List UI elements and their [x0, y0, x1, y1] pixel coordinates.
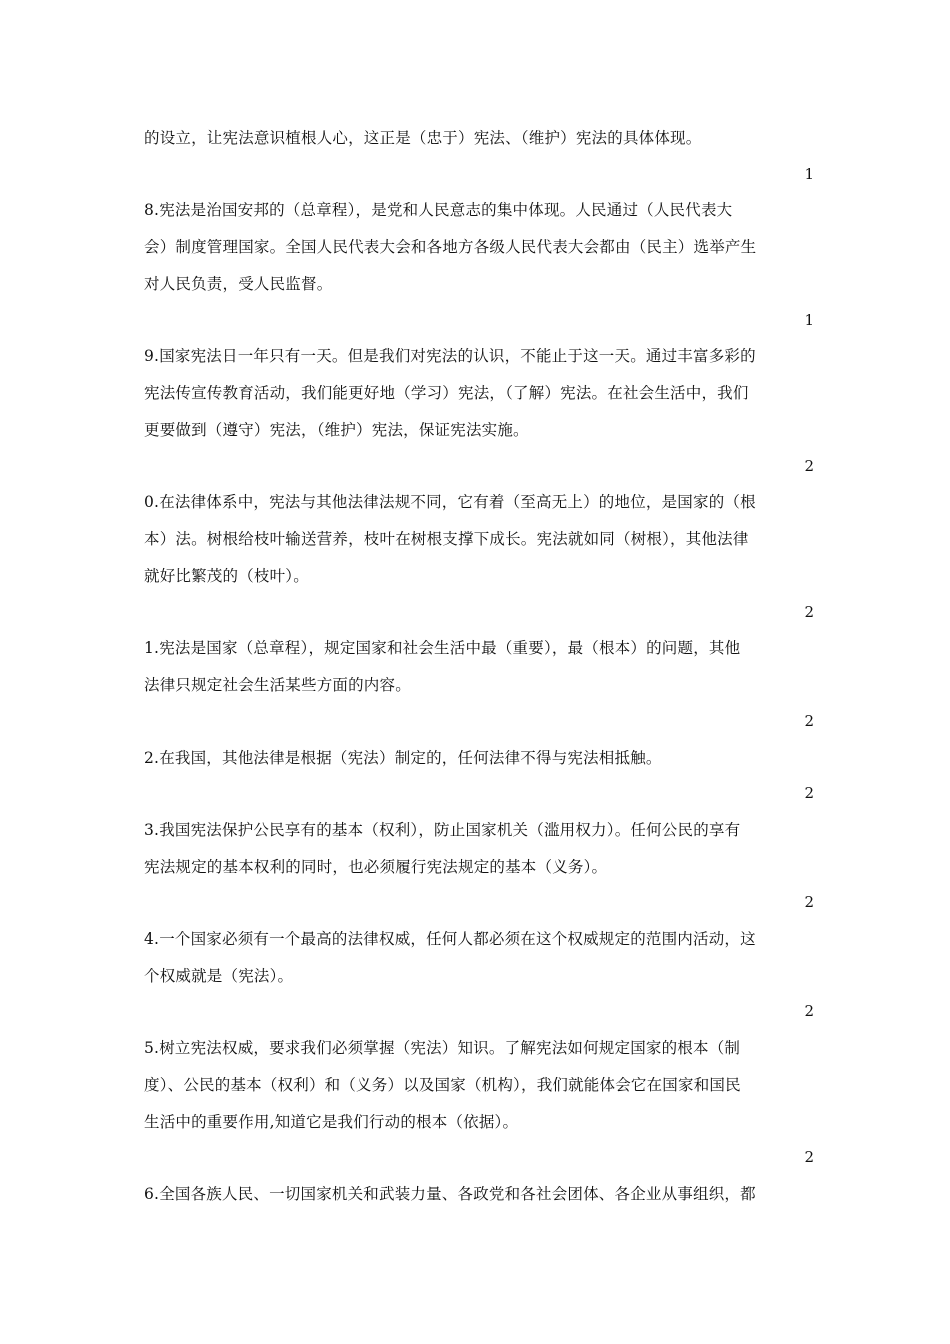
paragraph: [144, 484, 810, 595]
paragraph: [144, 740, 810, 777]
text-line: 法律只规定社会生活某些方面的内容。: [144, 676, 411, 694]
text-line: 宪法规定的基本权利的同时，也必须履行宪法规定的基本（义务）。: [144, 858, 608, 876]
line-number: 2: [804, 893, 814, 911]
text-line: 9.国家宪法日一年只有一天。但是我们对宪法的认识，不能止于这一天。通过丰富多彩的: [144, 347, 756, 365]
text-line: 生活中的重要作用,知道它是我们行动的根本（依据）。: [144, 1113, 519, 1131]
paragraph: [144, 630, 810, 704]
text-line: 对人民负责，受人民监督。: [144, 275, 333, 293]
text-line: 宪法传宣传教育活动，我们能更好地（学习）宪法，（了解）宪法。在社会生活中，我们: [144, 384, 749, 402]
text-line: 8.宪法是治国安邦的（总章程），是党和人民意志的集中体现。人民通过（人民代表大: [144, 201, 733, 219]
paragraph: [144, 120, 810, 157]
text-line: 度）、公民的基本（权利）和（义务）以及国家（机构），我们就能体会它在国家和国民: [144, 1076, 741, 1094]
text-line: 4.一个国家必须有一个最高的法律权威，任何人都必须在这个权威规定的范围内活动，这: [144, 930, 756, 948]
paragraph: [144, 1030, 810, 1141]
line-number: 2: [804, 1148, 814, 1166]
text-line: 1.宪法是国家（总章程），规定国家和社会生活中最（重要），最（根本）的问题，其他: [144, 639, 741, 657]
text-line: 6.全国各族人民、一切国家机关和武装力量、各政党和各社会团体、各企业从事组织，都: [144, 1185, 756, 1203]
text-line: 的设立，让宪法意识植根人心，这正是（忠于）宪法、（维护）宪法的具体体现。: [144, 129, 702, 147]
line-number: 2: [804, 1002, 814, 1020]
paragraph: [144, 921, 810, 995]
line-number: 2: [804, 457, 814, 475]
line-number: 2: [804, 712, 814, 730]
text-line: 就好比繁茂的（枝叶）。: [144, 567, 309, 585]
line-number: 2: [804, 603, 814, 621]
text-line: 会）制度管理国家。全国人民代表大会和各地方各级人民代表大会都由（民主）选举产生: [144, 238, 757, 256]
text-line: 0.在法律体系中，宪法与其他法律法规不同，它有着（至高无上）的地位，是国家的（根: [144, 493, 756, 511]
text-line: 本）法。树根给枝叶输送营养，枝叶在树根支撑下成长。宪法就如同（树根），其他法律: [144, 530, 749, 548]
paragraph: [144, 192, 810, 303]
paragraph: [144, 338, 810, 449]
line-number: 2: [804, 784, 814, 802]
text-line: 3.我国宪法保护公民享有的基本（权利），防止国家机关（滥用权力）。任何公民的享有: [144, 821, 741, 839]
line-number: 1: [804, 165, 814, 183]
line-number: 1: [804, 311, 814, 329]
text-line: 更要做到（遵守）宪法，（维护）宪法，保证宪法实施。: [144, 421, 529, 439]
text-line: 2.在我国，其他法律是根据（宪法）制定的，任何法律不得与宪法相抵触。: [144, 749, 662, 767]
text-line: 5.树立宪法权威，要求我们必须掌握（宪法）知识。了解宪法如何规定国家的根本（制: [144, 1039, 741, 1057]
paragraph: [144, 1176, 810, 1213]
text-line: 个权威就是（宪法）。: [144, 967, 294, 985]
paragraph: [144, 812, 810, 886]
